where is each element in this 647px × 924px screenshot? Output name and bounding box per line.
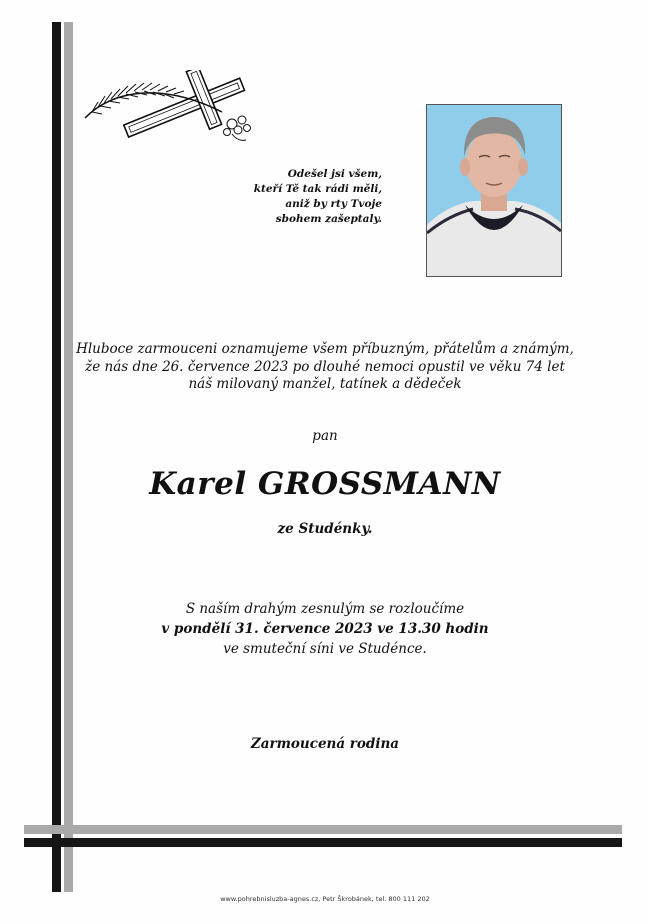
ceremony-line: S naším drahým zesnulým se rozloučíme xyxy=(185,601,465,617)
funeral-service-footer: www.pohrebnisluzba-agnes.cz, Petr Škrobánek, tel. 800 111 202 xyxy=(220,895,430,903)
cross-with-palm-icon xyxy=(82,70,262,150)
frame-horizontal-grey-bar xyxy=(24,825,622,834)
motto-verse xyxy=(222,167,382,227)
announcement-line: že nás dne 26. července 2023 po dlouhé nemoci opustil ve věku 74 let xyxy=(85,358,565,375)
announcement-line: Hluboce zarmouceni oznamujeme všem příbuzným, přátelům a známým, xyxy=(76,341,574,357)
frame-vertical-grey-bar xyxy=(64,22,73,892)
portrait-photo-icon xyxy=(427,105,561,276)
ceremony-details xyxy=(90,599,560,659)
family-signature: Zarmoucená rodina xyxy=(250,736,400,752)
deceased-name: Karel GROSSMANN xyxy=(149,466,501,502)
portrait-photo xyxy=(426,104,562,277)
motto-line: kteří Tě tak rádi měli, xyxy=(253,183,382,195)
name-prefix: pan xyxy=(312,428,338,444)
motto-line: aniž by rty Tvoje xyxy=(285,198,382,210)
announcement-line: náš milovaný manžel, tatínek a dědeček xyxy=(188,376,462,392)
ceremony-place: ve smuteční síni ve Studénce. xyxy=(223,641,427,657)
motto-line: sbohem zašeptaly. xyxy=(275,213,382,225)
motto-line: Odešel jsi všem, xyxy=(287,168,382,180)
announcement-text xyxy=(70,341,580,394)
frame-horizontal-black-bar xyxy=(24,838,622,847)
frame-vertical-black-bar xyxy=(52,22,61,892)
ceremony-date: v pondělí 31. července 2023 ve 13.30 hodin xyxy=(161,621,489,637)
deceased-origin: ze Studénky. xyxy=(277,521,373,537)
